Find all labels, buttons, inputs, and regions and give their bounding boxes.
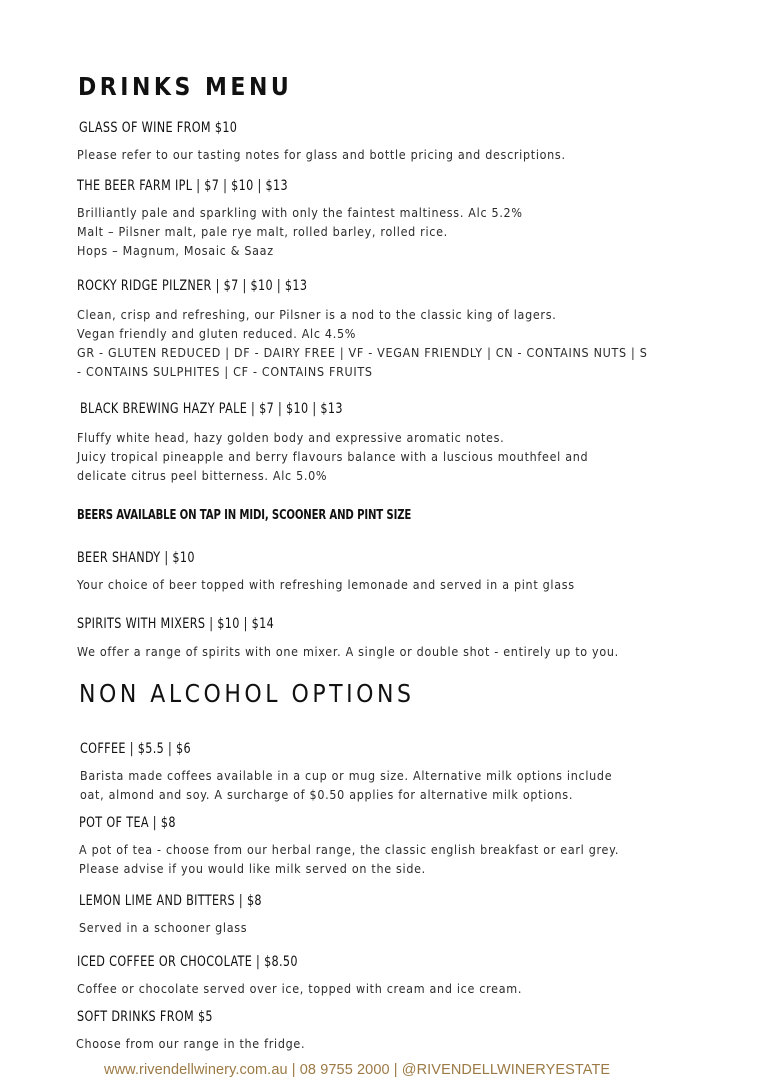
tea-line-1: A pot of tea - choose from our herbal range, the classic english breakfast or earl grey. bbox=[79, 843, 620, 857]
dietary-key-line-1: GR - GLUTEN REDUCED | DF - DAIRY FREE | VF - VEGAN FRIENDLY | CN - CONTAINS NUTS | S bbox=[77, 346, 648, 360]
soft-drinks-heading: SOFT DRINKS FROM $5 bbox=[77, 1009, 213, 1025]
beer-farm-line-1: Brilliantly pale and sparkling with only the faintest maltiness. Alc 5.2% bbox=[77, 206, 523, 220]
non-alcohol-title: NON ALCOHOL OPTIONS bbox=[79, 679, 415, 708]
lemon-lime-bitters-description: Served in a schooner glass bbox=[79, 921, 248, 935]
spirits-heading: SPIRITS WITH MIXERS | $10 | $14 bbox=[77, 616, 275, 632]
wine-description: Please refer to our tasting notes for glass and bottle pricing and descriptions. bbox=[77, 148, 566, 162]
coffee-line-2: oat, almond and soy. A surcharge of $0.50 applies for alternative milk options. bbox=[80, 788, 574, 802]
black-brewing-heading: BLACK BREWING HAZY PALE | $7 | $10 | $13 bbox=[80, 401, 343, 417]
wine-heading: GLASS OF WINE FROM $10 bbox=[79, 120, 238, 136]
rocky-ridge-line-2: Vegan friendly and gluten reduced. Alc 4.5% bbox=[77, 327, 357, 341]
beer-farm-line-3: Hops – Magnum, Mosaic & Saaz bbox=[77, 244, 274, 258]
rocky-ridge-heading: ROCKY RIDGE PILZNER | $7 | $10 | $13 bbox=[77, 278, 308, 294]
rocky-ridge-line-1: Clean, crisp and refreshing, our Pilsner is a nod to the classic king of lagers. bbox=[77, 308, 557, 322]
tap-sizes-note: BEERS AVAILABLE ON TAP IN MIDI, SCOONER AND PINT SIZE bbox=[77, 508, 412, 523]
spirits-description: We offer a range of spirits with one mixer. A single or double shot - entirely up to you. bbox=[77, 645, 619, 659]
iced-coffee-description: Coffee or chocolate served over ice, topped with cream and ice cream. bbox=[77, 982, 523, 996]
soft-drinks-description: Choose from our range in the fridge. bbox=[76, 1037, 306, 1051]
tea-heading: POT OF TEA | $8 bbox=[79, 815, 176, 831]
beer-shandy-description: Your choice of beer topped with refreshing lemonade and served in a pint glass bbox=[77, 578, 575, 592]
iced-coffee-heading: ICED COFFEE OR CHOCOLATE | $8.50 bbox=[77, 954, 298, 970]
coffee-heading: COFFEE | $5.5 | $6 bbox=[80, 741, 191, 757]
black-brewing-line-2: Juicy tropical pineapple and berry flavours balance with a luscious mouthfeel and bbox=[77, 450, 589, 464]
page-title: DRINKS MENU bbox=[78, 72, 293, 101]
beer-farm-heading: THE BEER FARM IPL | $7 | $10 | $13 bbox=[77, 178, 289, 194]
black-brewing-line-3: delicate citrus peel bitterness. Alc 5.0% bbox=[77, 469, 328, 483]
dietary-key-line-2: - CONTAINS SULPHITES | CF - CONTAINS FRUITS bbox=[77, 365, 373, 379]
beer-farm-line-2: Malt – Pilsner malt, pale rye malt, rolled barley, rolled rice. bbox=[77, 225, 448, 239]
beer-shandy-heading: BEER SHANDY | $10 bbox=[77, 550, 195, 566]
coffee-line-1: Barista made coffees available in a cup or mug size. Alternative milk options include bbox=[80, 769, 613, 783]
tea-line-2: Please advise if you would like milk served on the side. bbox=[79, 862, 426, 876]
footer-contact: www.rivendellwinery.com.au | 08 9755 2000 | @RIVENDELLWINERYESTATE bbox=[104, 1062, 611, 1078]
black-brewing-line-1: Fluffy white head, hazy golden body and expressive aromatic notes. bbox=[77, 431, 505, 445]
lemon-lime-bitters-heading: LEMON LIME AND BITTERS | $8 bbox=[79, 893, 262, 909]
